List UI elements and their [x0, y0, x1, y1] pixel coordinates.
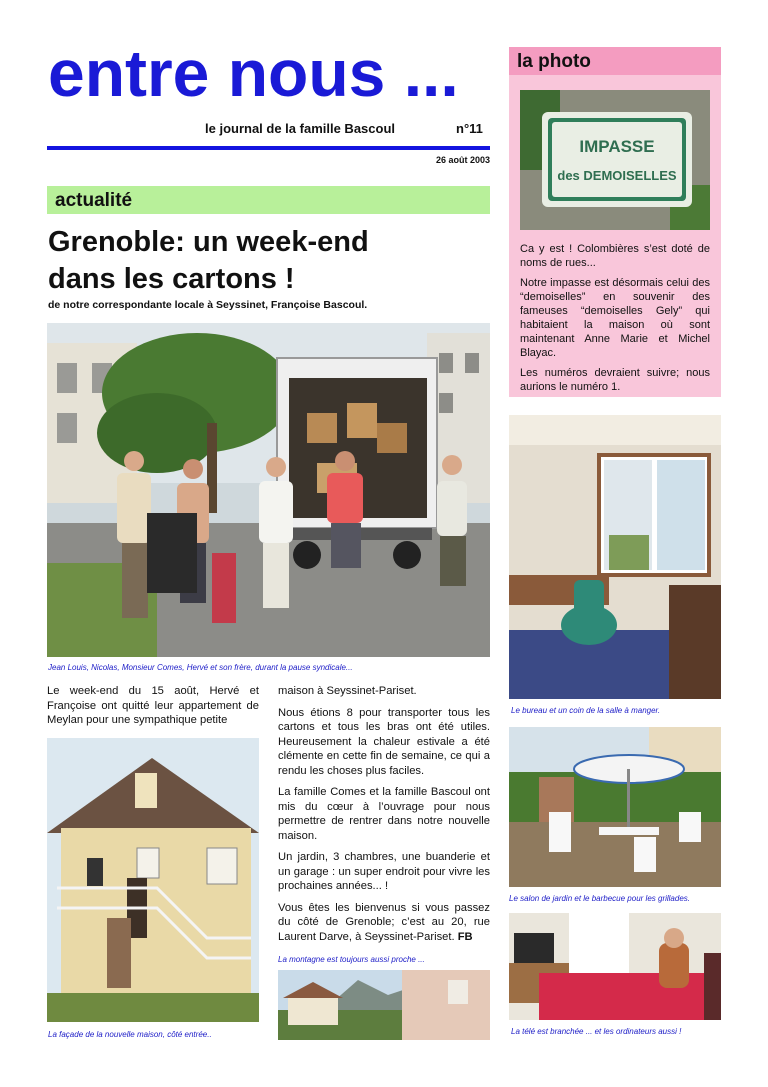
truck-photo: [47, 323, 490, 657]
garden-photo: [509, 727, 721, 887]
column-2-paragraph-3: Un jardin, 3 chambres, une buanderie et un garage : un super endroit pour vivre les prochaines années... !: [278, 851, 490, 892]
article-column-2: [278, 684, 490, 951]
sidebar-paragraph-3: Les numéros devraient suivre; nous aurions le numéro 1.: [520, 367, 710, 393]
section-bar: [47, 186, 490, 214]
column-2-paragraph-4: [278, 901, 490, 945]
headline-line-2: dans les cartons !: [48, 263, 295, 295]
photo-sidebar-header: [509, 47, 721, 75]
article-byline: de notre correspondante locale à Seyssinet, Françoise Bascoul.: [48, 299, 368, 311]
column-2-paragraph-4-text: Vous êtes les bienvenus si vous passez du côté de Grenoble; c’est au 20, rue Laurent Darve, à Seyssinet-Pariset.: [278, 901, 490, 943]
column-2-paragraph-1: Nous étions 8 pour transporter tous les cartons et tous les bras ont été utiles. Heureusement la chaleur estivale a été clémente en cette fin de semaine, ce qui a rendu les choses plus faciles.: [278, 706, 490, 777]
masthead-subtitle: le journal de la famille Bascoul: [205, 121, 396, 136]
garden-caption: Le salon de jardin et le barbecue pour les grillades.: [509, 894, 691, 903]
truck-caption: Jean Louis, Nicolas, Monsieur Comes, Hervé et son frère, durant la pause syndicale...: [48, 663, 353, 672]
house-caption: La façade de la nouvelle maison, côté entrée..: [48, 1030, 212, 1039]
photo-sidebar-text: [520, 242, 710, 400]
article-signature: FB: [457, 930, 473, 943]
section-label: actualité: [55, 190, 133, 211]
tv-caption: La télé est branchée ... et les ordinateurs aussi !: [511, 1027, 682, 1036]
article-column-1: [47, 684, 259, 735]
tv-room-photo: [509, 913, 721, 1020]
sign-line-2: des DEMOISELLES: [557, 168, 677, 183]
masthead-title: entre nous ...: [48, 36, 459, 110]
issue-number: n°11: [456, 121, 483, 136]
column-2-paragraph-2: La famille Comes et la famille Bascoul ont mis du cœur à l’ouvrage pour nous permettre de rentrer dans notre nouvelle maison.: [278, 786, 490, 842]
mountain-photo: [278, 970, 490, 1040]
masthead-rule: [47, 146, 490, 150]
headline-line-1: Grenoble: un week-end: [48, 226, 369, 258]
sidebar-paragraph-2: Notre impasse est désormais celui des “demoiselles” en souvenir des fameuses “demoiselles Gely” qui habitaient la maison où sont maintenant Anne Marie et Michel Blayac.: [520, 277, 710, 359]
house-photo: [47, 738, 259, 1022]
office-caption: Le bureau et un coin de la salle à manger.: [511, 706, 661, 715]
street-sign-photo: [520, 90, 710, 230]
column-1-paragraph: Le week-end du 15 août, Hervé et Françoise ont quitté leur appartement de Meylan pour une sympathique petite: [47, 685, 259, 726]
photo-sidebar-label: la photo: [517, 51, 591, 72]
sidebar-paragraph-1: Ca y est ! Colombières s’est doté de noms de rues...: [520, 243, 710, 269]
office-photo: [509, 415, 721, 699]
column-2-continued: maison à Seyssinet-Pariset.: [278, 685, 417, 697]
article-headline: [48, 224, 488, 298]
issue-date: 26 août 2003: [435, 155, 490, 165]
sign-line-1: IMPASSE: [579, 137, 655, 156]
mountain-caption: La montagne est toujours aussi proche ...: [278, 955, 425, 964]
